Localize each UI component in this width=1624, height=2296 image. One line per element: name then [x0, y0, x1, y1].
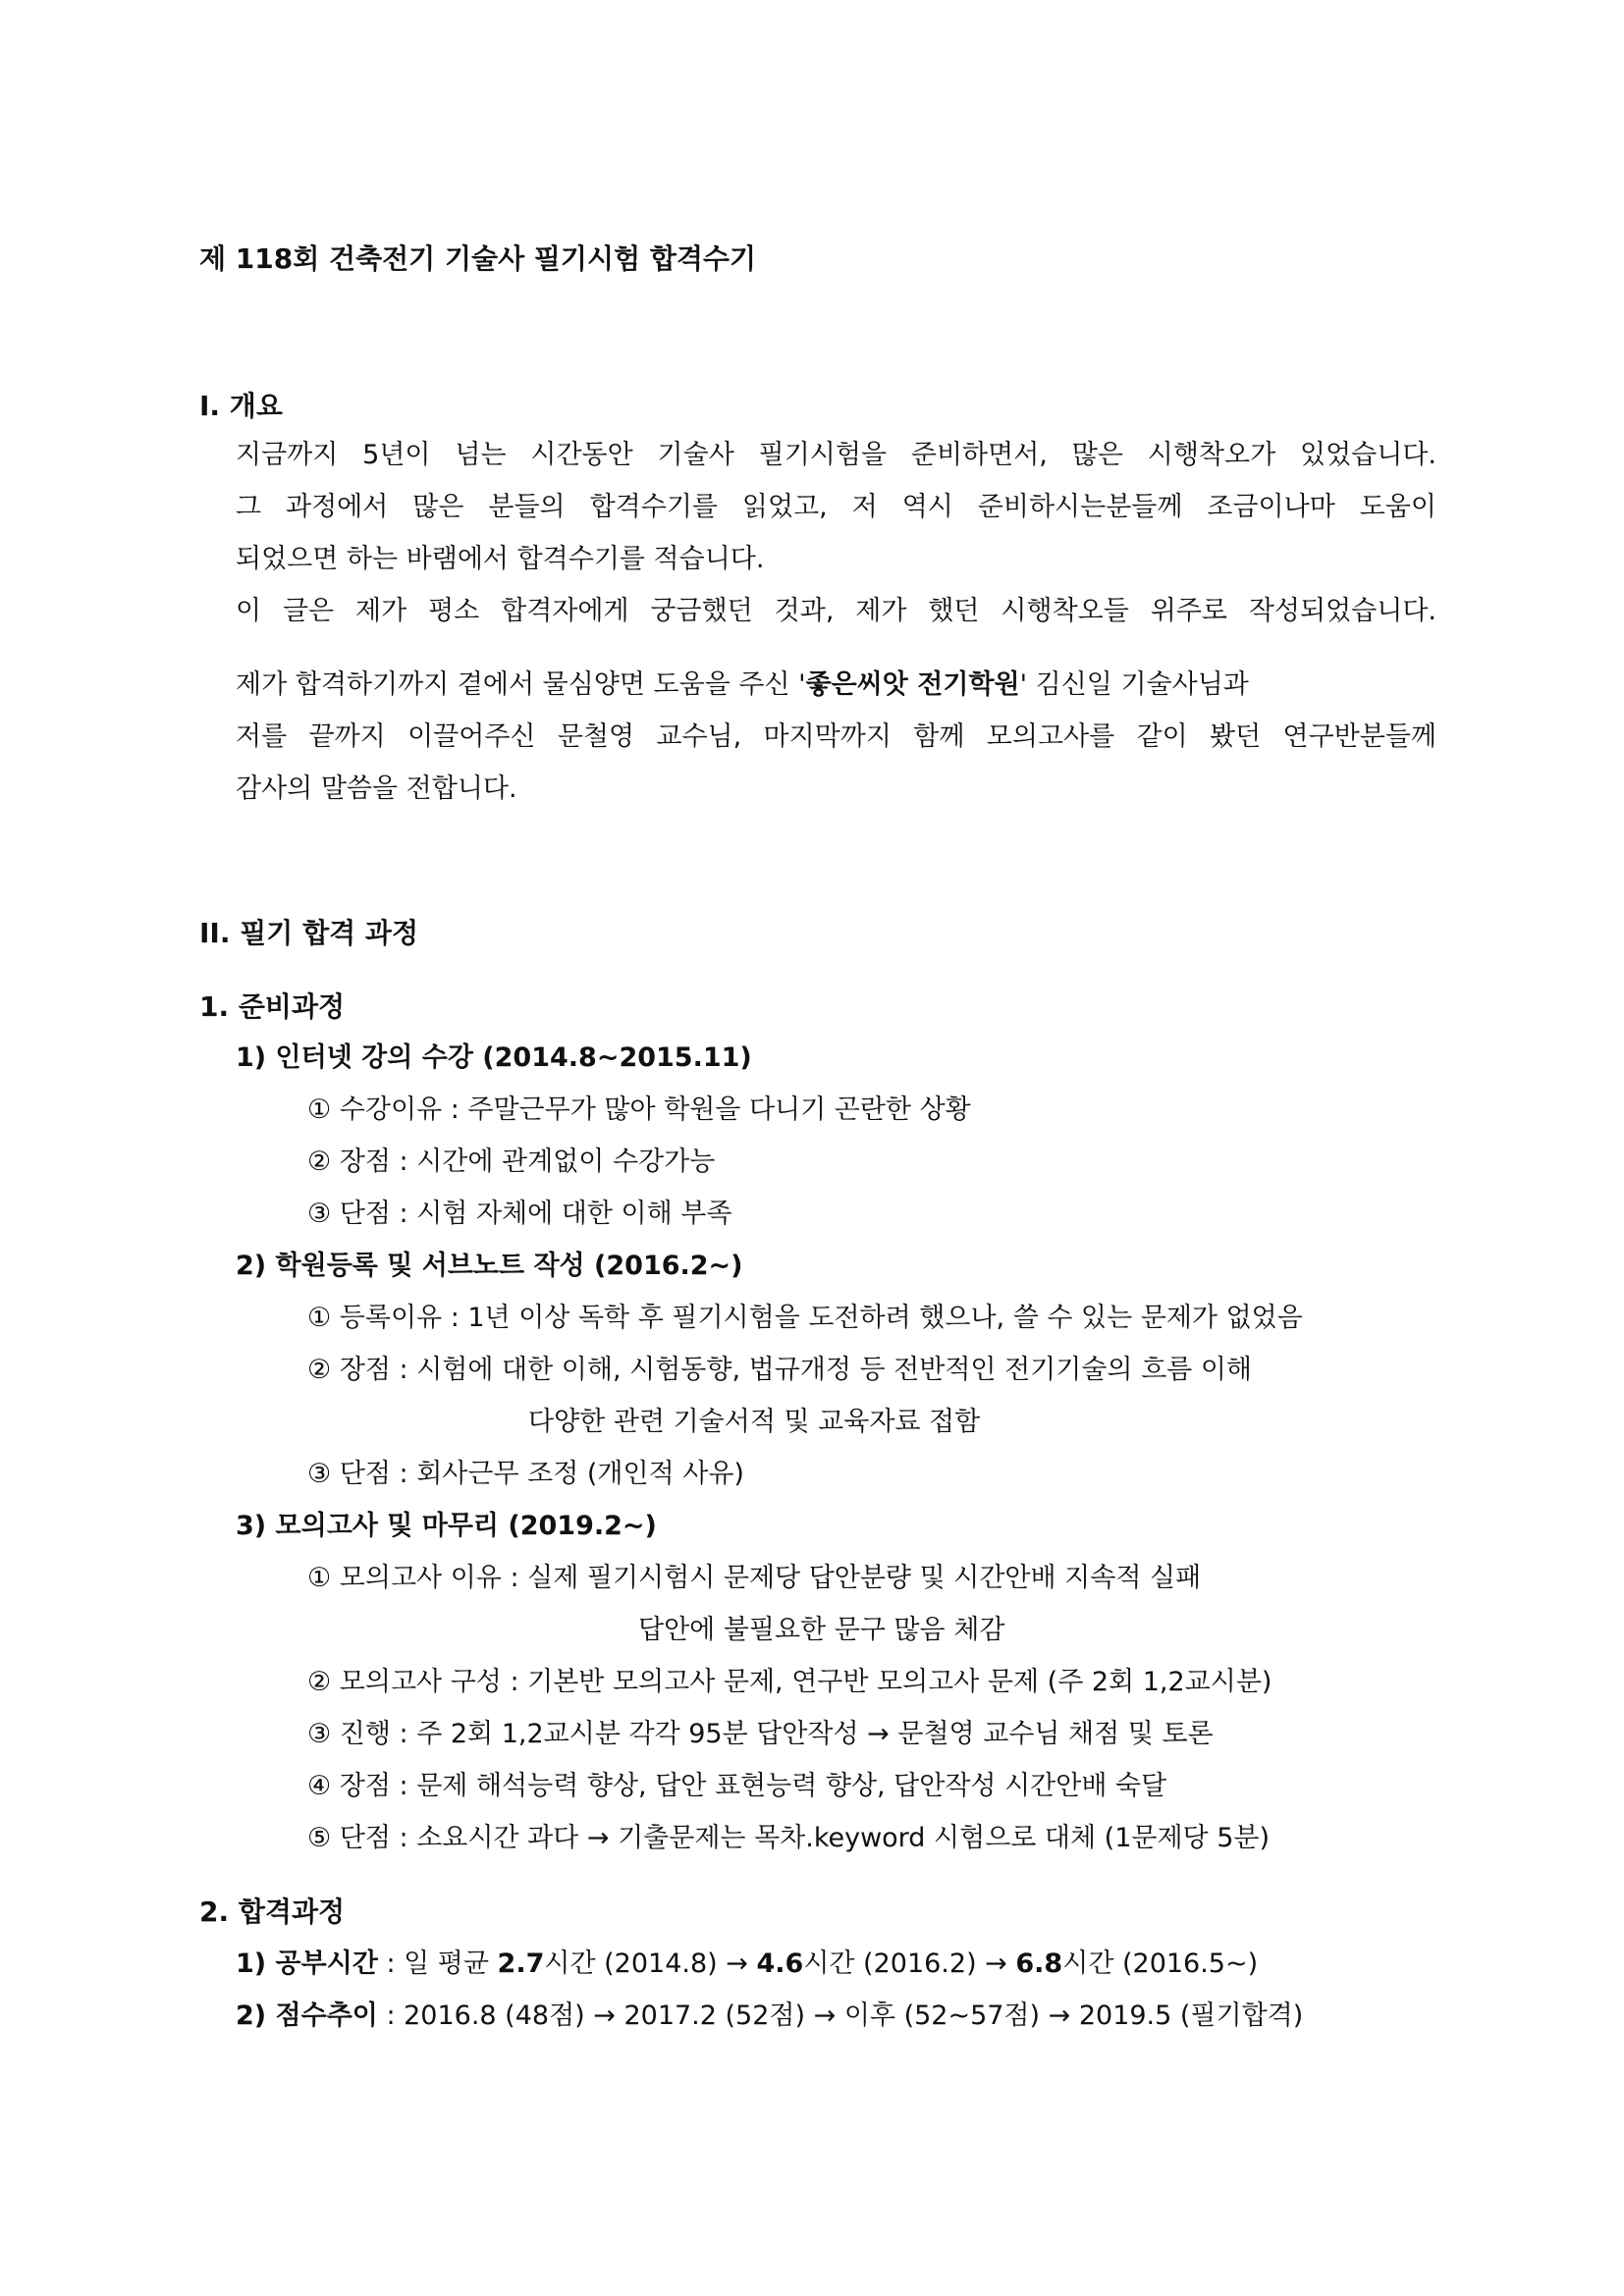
paragraph-line: 지금까지 5년이 넘는 시간동안 기술사 필기시험을 준비하면서, 많은 시행착오가 있었습니다. [236, 440, 1436, 470]
study-hours-text: 시간 (2014.8) → [544, 1949, 757, 1979]
list-item: ① 수강이유 : 주말근무가 많아 학원을 다니기 곤란한 상황 [307, 1095, 971, 1125]
step-title: 3) 모의고사 및 마무리 (2019.2~) [236, 1511, 657, 1541]
study-hours-text: 시간 (2016.2) → [803, 1949, 1016, 1979]
score-trend-label: 2) 점수추이 [236, 2001, 378, 2031]
list-item: ② 모의고사 구성 : 기본반 모의고사 문제, 연구반 모의고사 문제 (주 2회 1,2교시분) [307, 1667, 1272, 1697]
thanks-line: 감사의 말씀을 전합니다. [236, 774, 517, 804]
thanks-text-post: ' 김신일 기술사님과 [1019, 669, 1249, 700]
list-item: ② 장점 : 시간에 관계없이 수강가능 [307, 1147, 716, 1177]
thanks-line: 저를 끝까지 이끌어주신 문철영 교수님, 마지막까지 함께 모의고사를 같이 봤던 연구반분들께 [236, 721, 1436, 752]
section-heading-process: II. 필기 합격 과정 [199, 917, 419, 949]
paragraph-line: 되었으면 하는 바램에서 합격수기를 적습니다. [236, 544, 765, 574]
list-item: ④ 장점 : 문제 해석능력 향상, 답안 표현능력 향상, 답안작성 시간안배 숙달 [307, 1771, 1167, 1801]
paragraph-line: 이 글은 제가 평소 합격자에게 궁금했던 것과, 제가 했던 시행착오들 위주로 작성되었습니다. [236, 596, 1436, 626]
study-hours-label: 1) 공부시간 [236, 1949, 378, 1979]
list-item: ⑤ 단점 : 소요시간 과다 → 기출문제는 목차.keyword 시험으로 대체 (1문제당 5분) [307, 1823, 1271, 1853]
score-trend-line [236, 1999, 1303, 2034]
thanks-line [236, 667, 1249, 703]
list-item: ③ 단점 : 회사근무 조정 (개인적 사유) [307, 1459, 744, 1489]
list-item-continuation: 답안에 불필요한 문구 많음 체감 [638, 1615, 1005, 1645]
list-item: ② 장점 : 시험에 대한 이해, 시험동향, 법규개정 등 전반적인 전기기술의 흐름 이해 [307, 1355, 1252, 1385]
thanks-text-pre: 제가 합격하기까지 곁에서 물심양면 도움을 주신 ' [236, 669, 806, 700]
academy-name: 좋은씨앗 전기학원 [805, 669, 1020, 700]
study-hours-value: 2.7 [497, 1949, 545, 1979]
list-item: ① 등록이유 : 1년 이상 독학 후 필기시험을 도전하려 했으나, 쓸 수 있는 문제가 없었음 [307, 1303, 1303, 1333]
list-item-continuation: 다양한 관련 기술서적 및 교육자료 접함 [528, 1407, 981, 1437]
study-hours-line [236, 1947, 1258, 1982]
paragraph-line: 그 과정에서 많은 분들의 합격수기를 읽었고, 저 역시 준비하시는분들께 조금이나마 도움이 [236, 492, 1436, 522]
section-heading-overview: I. 개요 [199, 390, 283, 422]
score-trend-text: : 2016.8 (48점) → 2017.2 (52점) → 이후 (52~57점) → 2019.5 (필기합격) [377, 2001, 1304, 2031]
list-item: ③ 단점 : 시험 자체에 대한 이해 부족 [307, 1199, 732, 1229]
study-hours-value: 6.8 [1015, 1949, 1063, 1979]
list-item: ③ 진행 : 주 2회 1,2교시분 각각 95분 답안작성 → 문철영 교수님 채점 및 토론 [307, 1719, 1214, 1749]
step-title: 2) 학원등록 및 서브노트 작성 (2016.2~) [236, 1251, 743, 1281]
subsection-heading-pass: 2. 합격과정 [199, 1896, 346, 1928]
document-title: 제 118회 건축전기 기술사 필기시험 합격수기 [199, 242, 757, 275]
study-hours-value: 4.6 [756, 1949, 804, 1979]
study-hours-text: 시간 (2016.5~) [1062, 1949, 1259, 1979]
step-title: 1) 인터넷 강의 수강 (2014.8~2015.11) [236, 1042, 752, 1073]
subsection-heading-prep: 1. 준비과정 [199, 990, 346, 1023]
list-item: ① 모의고사 이유 : 실제 필기시험시 문제당 답안분량 및 시간안배 지속적 실패 [307, 1563, 1202, 1593]
study-hours-text: : 일 평균 [377, 1949, 498, 1979]
